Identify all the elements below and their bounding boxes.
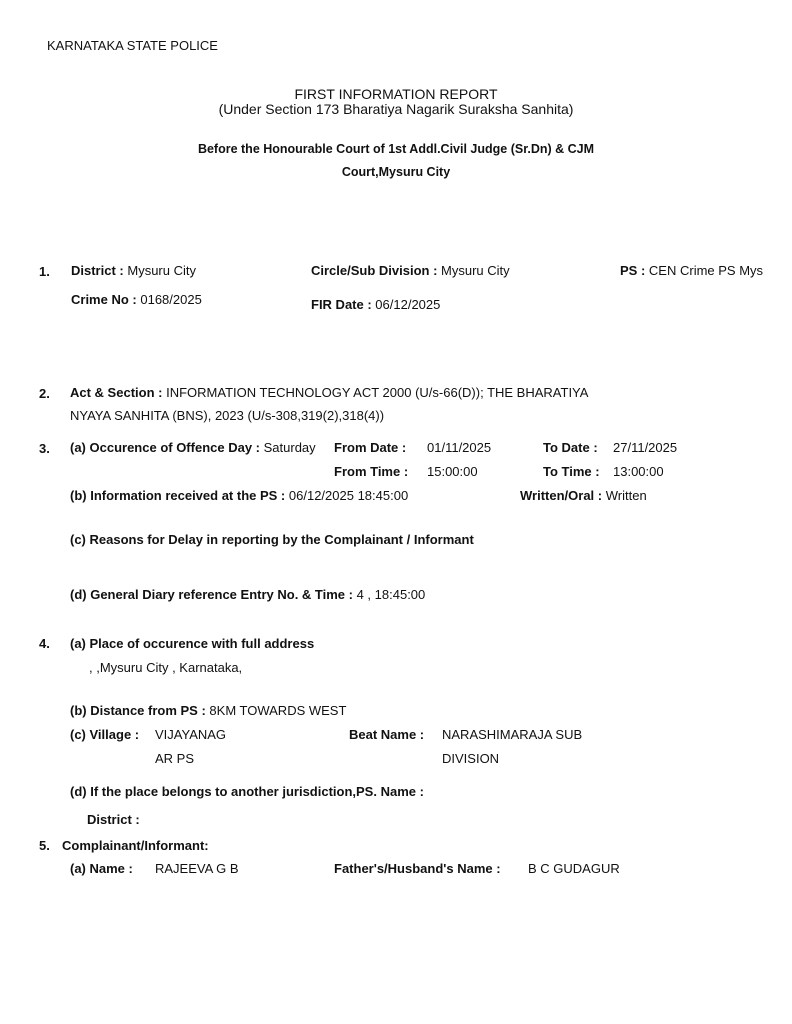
district-field — [71, 263, 196, 278]
report-title: FIRST INFORMATION REPORT — [294, 86, 498, 102]
crime-no-value: 0168/2025 — [140, 292, 202, 307]
complainant-label: Complainant/Informant: — [62, 838, 209, 853]
ps-label: PS : — [620, 263, 646, 278]
complainant-name-label: (a) Name : — [70, 861, 133, 876]
place-of-occurence-label: (a) Place of occurence with full address — [70, 636, 315, 651]
general-diary-field — [70, 587, 425, 602]
general-diary-label: (d) General Diary reference Entry No. & Time : — [70, 587, 353, 602]
to-date-value: 27/11/2025 — [613, 440, 678, 455]
from-date-label: From Date : — [334, 440, 407, 455]
ps-value: CEN Crime PS Mys — [648, 263, 764, 278]
ps-field — [620, 263, 763, 278]
court-line-2: Court,Mysuru City — [341, 165, 451, 179]
section-5-number: 5. — [39, 838, 50, 853]
from-date-value: 01/11/2025 — [427, 440, 492, 455]
section-3-number: 3. — [39, 441, 50, 456]
district-label: District : — [71, 263, 124, 278]
distance-value: 8KM TOWARDS WEST — [209, 703, 347, 718]
beat-name-value-line-2: DIVISION — [442, 751, 500, 766]
complainant-name-value: RAJEEVA G B — [155, 861, 239, 876]
other-jurisdiction-label: (d) If the place belongs to another jurisdiction,PS. Name : — [70, 784, 424, 799]
crime-no-field — [71, 292, 202, 307]
organization-name: KARNATAKA STATE POLICE — [47, 38, 218, 53]
offence-day-label: (a) Occurence of Offence Day : — [70, 440, 260, 455]
jurisdiction-district-label: District : — [87, 812, 140, 827]
place-of-occurence-value: , ,Mysuru City , Karnataka, — [89, 660, 243, 675]
beat-name-label: Beat Name : — [349, 727, 425, 742]
section-1-number: 1. — [39, 264, 50, 279]
act-section-value-line-2: NYAYA SANHITA (BNS), 2023 (U/s-308,319(2),318(4)) — [70, 408, 385, 423]
from-time-value: 15:00:00 — [427, 464, 478, 479]
fir-date-value: 06/12/2025 — [375, 297, 441, 312]
general-diary-value: 4 , 18:45:00 — [356, 587, 426, 602]
beat-name-value-line-1: NARASHIMARAJA SUB — [442, 727, 583, 742]
written-oral-label: Written/Oral : — [520, 488, 603, 503]
father-husband-name-value: B C GUDAGUR — [528, 861, 620, 876]
offence-day-field — [70, 440, 316, 455]
act-section-value-line-1: INFORMATION TECHNOLOGY ACT 2000 (U/s-66(D)); THE BHARATIYA — [166, 385, 589, 400]
to-time-label: To Time : — [543, 464, 600, 479]
fir-date-label: FIR Date : — [311, 297, 372, 312]
circle-field — [311, 263, 510, 278]
info-received-field — [70, 488, 408, 503]
written-oral-value: Written — [605, 488, 647, 503]
village-value-line-1: VIJAYANAG — [155, 727, 227, 742]
fir-date-field — [311, 297, 440, 312]
crime-no-label: Crime No : — [71, 292, 137, 307]
village-value-line-2: AR PS — [155, 751, 195, 766]
district-value: Mysuru City — [127, 263, 196, 278]
distance-label: (b) Distance from PS : — [70, 703, 206, 718]
to-time-value: 13:00:00 — [613, 464, 664, 479]
circle-label: Circle/Sub Division : — [311, 263, 438, 278]
act-section-label: Act & Section : — [70, 385, 163, 400]
village-label: (c) Village : — [70, 727, 140, 742]
report-subtitle: (Under Section 173 Bharatiya Nagarik Suraksha Sanhita) — [218, 101, 574, 117]
info-received-label: (b) Information received at the PS : — [70, 488, 286, 503]
offence-day-value: Saturday — [263, 440, 316, 455]
written-oral-field — [520, 488, 647, 503]
court-line-1: Before the Honourable Court of 1st Addl.Civil Judge (Sr.Dn) & CJM — [197, 142, 595, 156]
distance-field — [70, 703, 346, 718]
father-husband-name-label: Father's/Husband's Name : — [334, 861, 501, 876]
info-received-value: 06/12/2025 18:45:00 — [288, 488, 409, 503]
section-2-number: 2. — [39, 386, 50, 401]
to-date-label: To Date : — [543, 440, 598, 455]
from-time-label: From Time : — [334, 464, 409, 479]
delay-reasons-label: (c) Reasons for Delay in reporting by the Complainant / Informant — [70, 532, 474, 547]
circle-value: Mysuru City — [441, 263, 510, 278]
act-section-field — [70, 385, 588, 400]
section-4-number: 4. — [39, 636, 50, 651]
